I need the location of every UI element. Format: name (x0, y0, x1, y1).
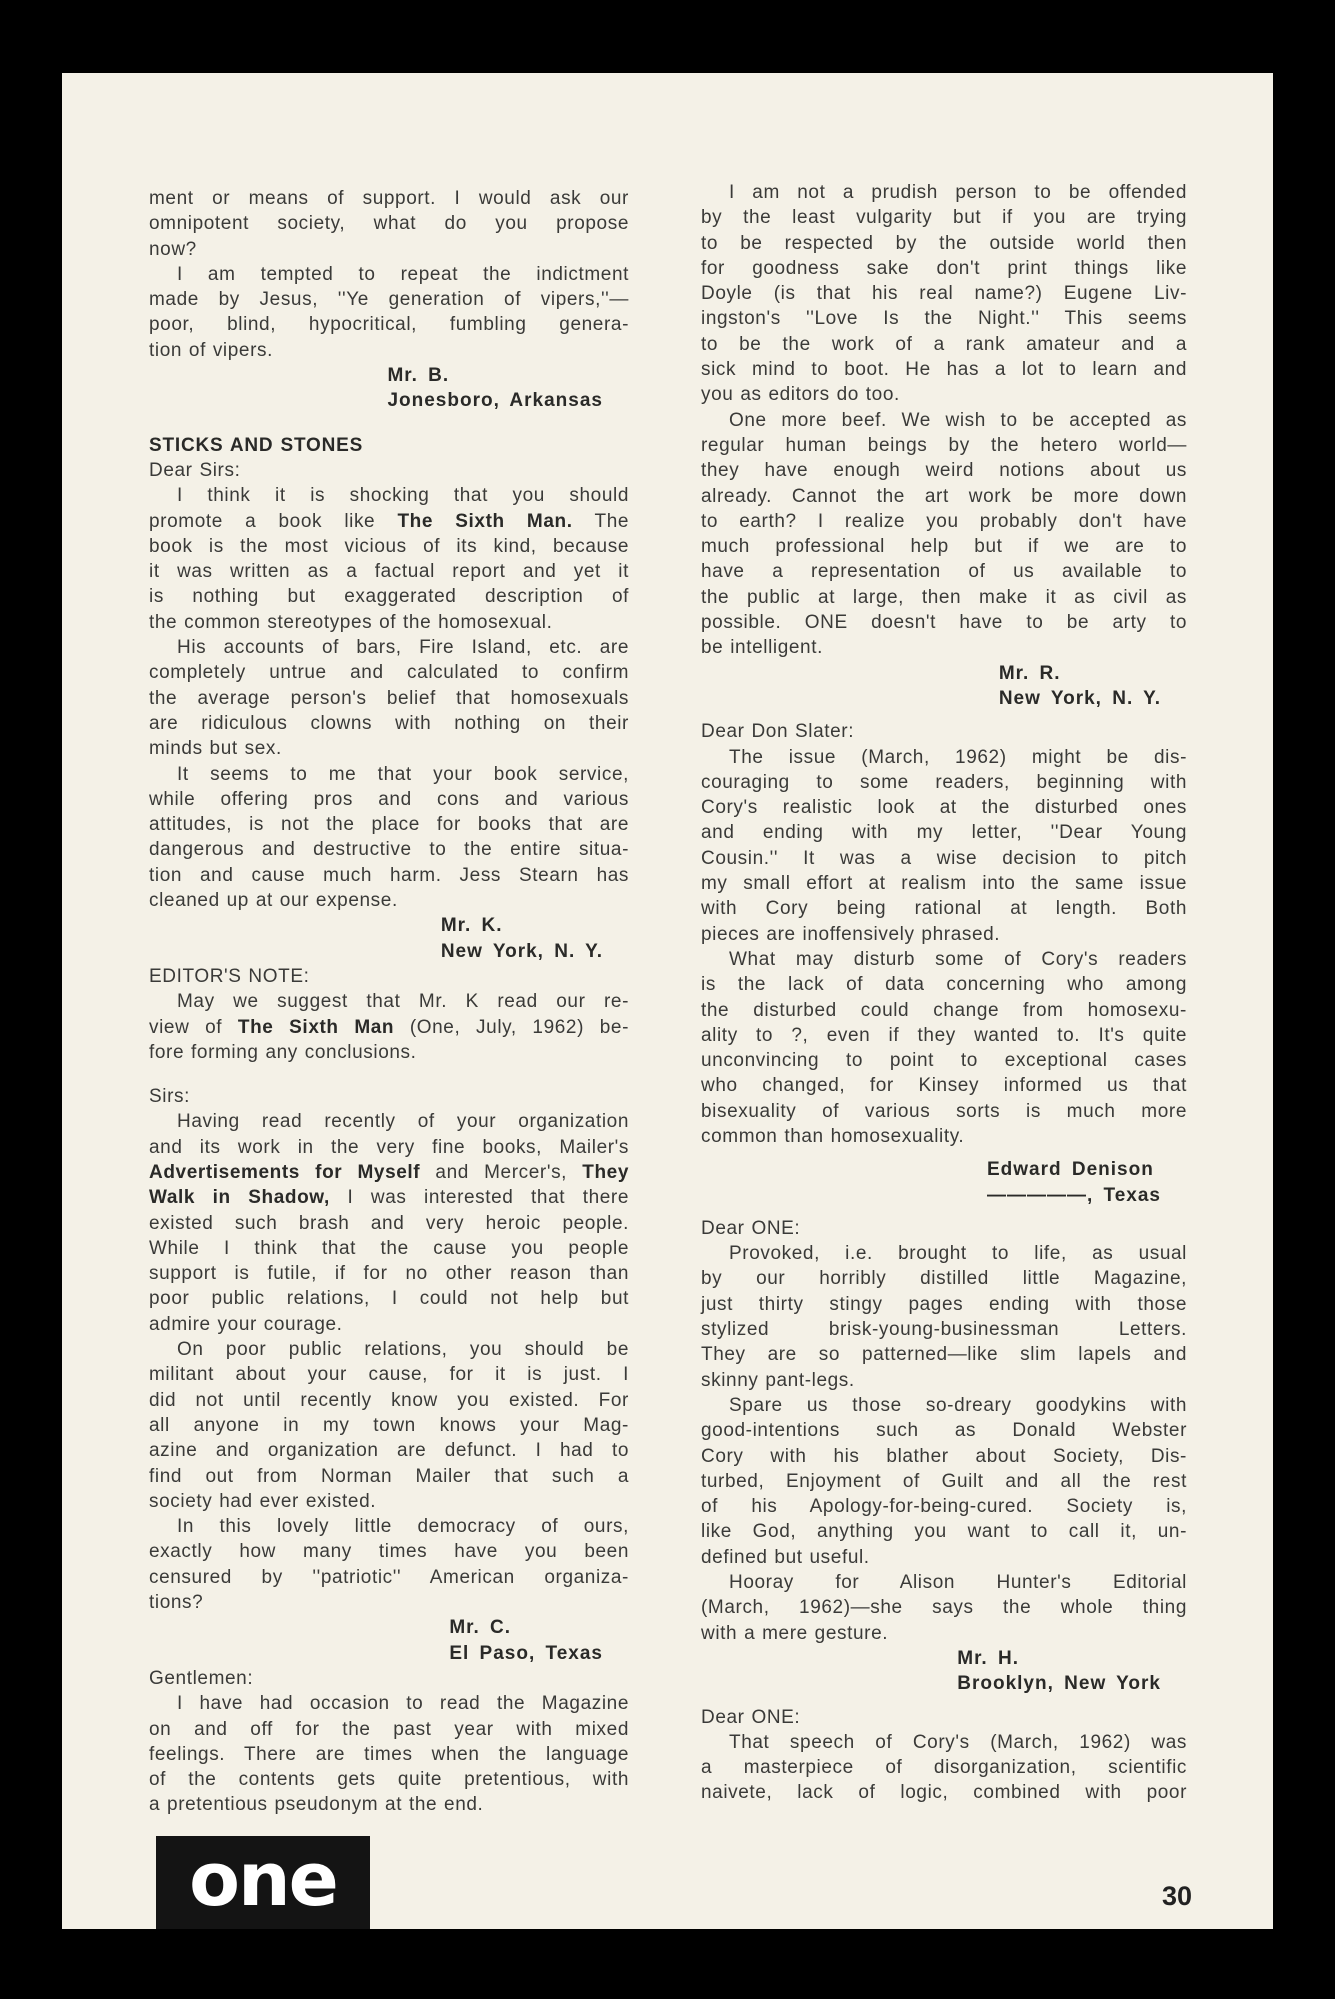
paragraph-first-line: His accounts of bars, Fire Island, etc. are (177, 637, 629, 659)
bold-title: Advertisements for Myself (149, 1161, 421, 1183)
paragraph-first-line: In this lovely little democracy of ours, (177, 1516, 629, 1538)
letter-signature (701, 1646, 1187, 1697)
text-run: and Mercer's, (420, 1161, 583, 1183)
letter-signature (701, 661, 1187, 712)
text-line: dangerous and destructive to the entire situa- (149, 839, 629, 861)
signature-location: Brooklyn, New York (957, 1673, 1161, 1695)
text-line: (March, 1962)—she says the whole thing (701, 1597, 1187, 1619)
text-run: promote a book like (149, 510, 398, 532)
paragraph-last-line: with a mere gesture. (701, 1622, 889, 1644)
signature-location: New York, N. Y. (440, 940, 603, 962)
paragraph-first-line: What may disturb some of Cory's readers (729, 948, 1187, 970)
text-line: already. Cannot the art work be more down (701, 485, 1187, 507)
text-line: by the least vulgarity but if you are trying (701, 207, 1187, 229)
paragraph-spacer (701, 1697, 1187, 1705)
paragraph-last-line: cleaned up at our expense. (149, 890, 398, 912)
paragraph-last-line: common than homosexuality. (701, 1125, 965, 1147)
text-line: tion and cause much harm. Jess Stearn has (149, 864, 629, 886)
paragraph-first-line: I have had occasion to read the Magazine (177, 1693, 629, 1715)
paragraph-first-line: The issue (March, 1962) might be dis- (729, 746, 1187, 768)
text-line: on and off for the past year with mixed (149, 1718, 629, 1740)
signature-location: New York, N. Y. (998, 687, 1161, 709)
paragraph-first-line: Spare us those so-dreary goodykins with (729, 1394, 1187, 1416)
text-line: naivete, lack of logic, combined with poor (701, 1782, 1187, 1804)
text-line: is nothing but exaggerated description of (149, 586, 629, 608)
text-line: regular human beings by the hetero world— (701, 434, 1187, 456)
paragraph-last-line: tion of vipers. (149, 339, 273, 361)
signature-block (999, 661, 1161, 712)
signature-block (449, 1615, 603, 1666)
paragraph-first-line: That speech of Cory's (March, 1962) was (729, 1731, 1187, 1753)
letter-signature (149, 1615, 629, 1666)
text-line: are ridiculous clowns with nothing on their (149, 712, 629, 734)
text-line: all anyone in my town knows your Mag- (149, 1414, 629, 1436)
bold-title: Walk in Shadow, (149, 1187, 330, 1209)
text-line: sick mind to boot. He has a lot to learn and (701, 359, 1187, 381)
text-line: Cory's realistic look at the disturbed ones (701, 797, 1187, 819)
paragraph-last-line: fore forming any conclusions. (149, 1041, 417, 1063)
bold-title: The Sixth Man (237, 1016, 395, 1038)
text-line (149, 1160, 629, 1185)
text-line (149, 1185, 629, 1210)
text-run: view of (149, 1016, 238, 1038)
paragraph-first-line: I think it is shocking that you should (177, 485, 629, 507)
text-run: (One, July, 1962) be- (394, 1016, 629, 1038)
signature-location: El Paso, Texas (449, 1642, 603, 1664)
text-line: censured by ''patriotic'' American organiza- (149, 1566, 629, 1588)
text-line: possible. ONE doesn't have to be arty to (701, 612, 1187, 634)
paragraph-last-line: be intelligent. (701, 637, 823, 659)
text-line: a masterpiece of disorganization, scientific (701, 1757, 1187, 1779)
paragraph-first-line: Provoked, i.e. brought to life, as usual (729, 1243, 1187, 1265)
text-line: stylized brisk-young-businessman Letters. (701, 1319, 1187, 1341)
section-heading: STICKS AND STONES (149, 434, 364, 456)
text-line: the disturbed could change from homosexu- (701, 999, 1187, 1021)
paragraph-last-line: the common stereotypes of the homosexual. (149, 611, 553, 633)
text-line: They are so patterned—like slim lapels and (701, 1344, 1187, 1366)
paragraph-last-line: a pretentious pseudonym at the end. (149, 1794, 484, 1816)
text-line: the average person's belief that homosexuals (149, 687, 629, 709)
text-line: of the contents gets quite pretentious, with (149, 1769, 629, 1791)
text-run: The (572, 510, 630, 532)
paragraph-last-line: admire your courage. (149, 1313, 343, 1335)
logo-text: one (189, 1836, 337, 1923)
text-line: ment or means of support. I would ask our (149, 188, 629, 209)
text-line: omnipotent society, what do you propose (149, 213, 629, 235)
text-line: azine and organization are defunct. I had to (149, 1440, 629, 1462)
text-line: ingston's ''Love Is the Night.'' This seems (701, 308, 1187, 330)
signature-name: Mr. K. (440, 915, 503, 937)
letter-salutation: Dear ONE: (701, 1217, 801, 1239)
right-column (701, 180, 1187, 1806)
text-line: feelings. There are times when the language (149, 1743, 629, 1765)
letter-signature (149, 913, 629, 964)
text-line: to earth? I realize you probably don't have (701, 510, 1187, 532)
text-line: did not until recently know you existed. For (149, 1389, 629, 1411)
text-line: of his Apology-for-being-cured. Society is, (701, 1496, 1187, 1518)
signature-location: —————, Texas (986, 1184, 1161, 1206)
paragraph-first-line: I am not a prudish person to be offended (729, 182, 1187, 203)
text-line: completely untrue and calculated to confirm (149, 662, 629, 684)
letter-salutation: Dear Sirs: (149, 459, 241, 481)
magazine-page (62, 73, 1273, 1929)
signature-name: Mr. C. (449, 1617, 512, 1639)
signature-block (441, 913, 603, 964)
text-line: turbed, Enjoyment of Guilt and all the rest (701, 1470, 1187, 1492)
bold-title: The Sixth Man. (397, 510, 573, 532)
text-line: who changed, for Kinsey informed us that (701, 1075, 1187, 1097)
text-line: the public at large, then make it as civil as (701, 586, 1187, 608)
text-line: attitudes, is not the place for books that are (149, 814, 629, 836)
signature-block (987, 1157, 1161, 1208)
text-line: they have enough weird notions about us (701, 460, 1187, 482)
signature-name: Mr. H. (957, 1647, 1019, 1669)
paragraph-last-line: tions? (149, 1592, 204, 1614)
text-line: it was written as a factual report and yet it (149, 561, 629, 583)
text-line: my small effort at realism into the same issue (701, 873, 1187, 895)
text-line: While I think that the cause you people (149, 1237, 629, 1259)
text-line: Cousin.'' It was a wise decision to pitch (701, 847, 1187, 869)
left-column (149, 186, 629, 1818)
text-line: unconvincing to point to exceptional cases (701, 1050, 1187, 1072)
text-line: like God, anything you want to call it, un- (701, 1521, 1187, 1543)
text-line: ality to ?, even if they wanted to. It's quite (701, 1024, 1187, 1046)
paragraph-spacer (701, 711, 1187, 719)
paragraph-last-line: now? (149, 238, 197, 260)
text-line: to be respected by the outside world then (701, 232, 1187, 254)
paragraph-spacer (701, 1149, 1187, 1157)
letter-salutation: Dear Don Slater: (701, 721, 855, 743)
one-magazine-logo (156, 1836, 370, 1929)
text-line: and ending with my letter, ''Dear Young (701, 822, 1187, 844)
text-line: Cory with his blather about Society, Dis- (701, 1445, 1187, 1467)
paragraph-last-line: skinny pant-legs. (701, 1369, 855, 1391)
text-line: much professional help but if we are to (701, 536, 1187, 558)
text-line (149, 509, 629, 534)
paragraph-last-line: minds but sex. (149, 738, 282, 760)
text-line: book is the most vicious of its kind, because (149, 535, 629, 557)
text-line: poor public relations, I could not help but (149, 1288, 629, 1310)
text-run: I was interested that there (329, 1187, 630, 1209)
text-line: existed such brash and very heroic people. (149, 1212, 629, 1234)
text-line: is the lack of data concerning who among (701, 974, 1187, 996)
paragraph-first-line: One more beef. We wish to be accepted as (729, 409, 1187, 431)
paragraph-last-line: defined but useful. (701, 1546, 870, 1568)
paragraph-spacer (701, 1208, 1187, 1216)
signature-name: Mr. R. (998, 662, 1061, 684)
paragraph-first-line: May we suggest that Mr. K read our re- (177, 991, 629, 1013)
bold-title: They (582, 1161, 629, 1183)
text-line: bisexuality of various sorts is much more (701, 1100, 1187, 1122)
paragraph-last-line: you as editors do too. (701, 384, 900, 406)
paragraph-spacer (149, 414, 629, 433)
text-line: by our horribly distilled little Magazine, (701, 1268, 1187, 1290)
paragraph-spacer (149, 1065, 629, 1084)
text-line: poor, blind, hypocritical, fumbling genera- (149, 314, 629, 336)
letter-salutation: Dear ONE: (701, 1706, 801, 1728)
text-line: find out from Norman Mailer that such a (149, 1465, 629, 1487)
text-line: with Cory being rational at length. Both (701, 898, 1187, 920)
letter-salutation: EDITOR'S NOTE: (149, 965, 310, 987)
text-line: just thirty stingy pages ending with those (701, 1293, 1187, 1315)
text-line: and its work in the very fine books, Mailer's (149, 1136, 629, 1158)
text-line: made by Jesus, ''Ye generation of vipers,''— (149, 289, 629, 311)
paragraph-first-line: I am tempted to repeat the indictment (177, 263, 629, 285)
signature-name: Mr. B. (387, 365, 450, 387)
text-line: militant about your cause, for it is just. I (149, 1364, 629, 1386)
signature-location: Jonesboro, Arkansas (387, 390, 603, 412)
text-line: to be the work of a rank amateur and a (701, 333, 1187, 355)
paragraph-last-line: pieces are inoffensively phrased. (701, 923, 1001, 945)
text-line: have a representation of us available to (701, 561, 1187, 583)
text-line: support is futile, if for no other reason than (149, 1263, 629, 1285)
text-line: for goodness sake don't print things like (701, 257, 1187, 279)
letter-salutation: Sirs: (149, 1086, 190, 1108)
text-line: good-intentions such as Donald Webster (701, 1420, 1187, 1442)
text-line: couraging to some readers, beginning with (701, 771, 1187, 793)
text-line (149, 1015, 629, 1040)
letter-salutation: Gentlemen: (149, 1667, 254, 1689)
paragraph-first-line: Hooray for Alison Hunter's Editorial (729, 1572, 1187, 1594)
text-line: Doyle (is that his real name?) Eugene Liv- (701, 283, 1187, 305)
page-number: 30 (1162, 1881, 1193, 1911)
paragraph-first-line: Having read recently of your organization (177, 1111, 629, 1133)
letter-signature (701, 1157, 1187, 1208)
letter-signature (149, 363, 629, 414)
text-line: exactly how many times have you been (149, 1541, 629, 1563)
signature-block (387, 363, 603, 414)
signature-block (957, 1646, 1161, 1697)
paragraph-first-line: On poor public relations, you should be (177, 1339, 629, 1361)
paragraph-first-line: It seems to me that your book service, (177, 763, 629, 785)
text-line: while offering pros and cons and various (149, 788, 629, 810)
signature-name: Edward Denison (986, 1159, 1154, 1181)
paragraph-last-line: society had ever existed. (149, 1490, 377, 1512)
